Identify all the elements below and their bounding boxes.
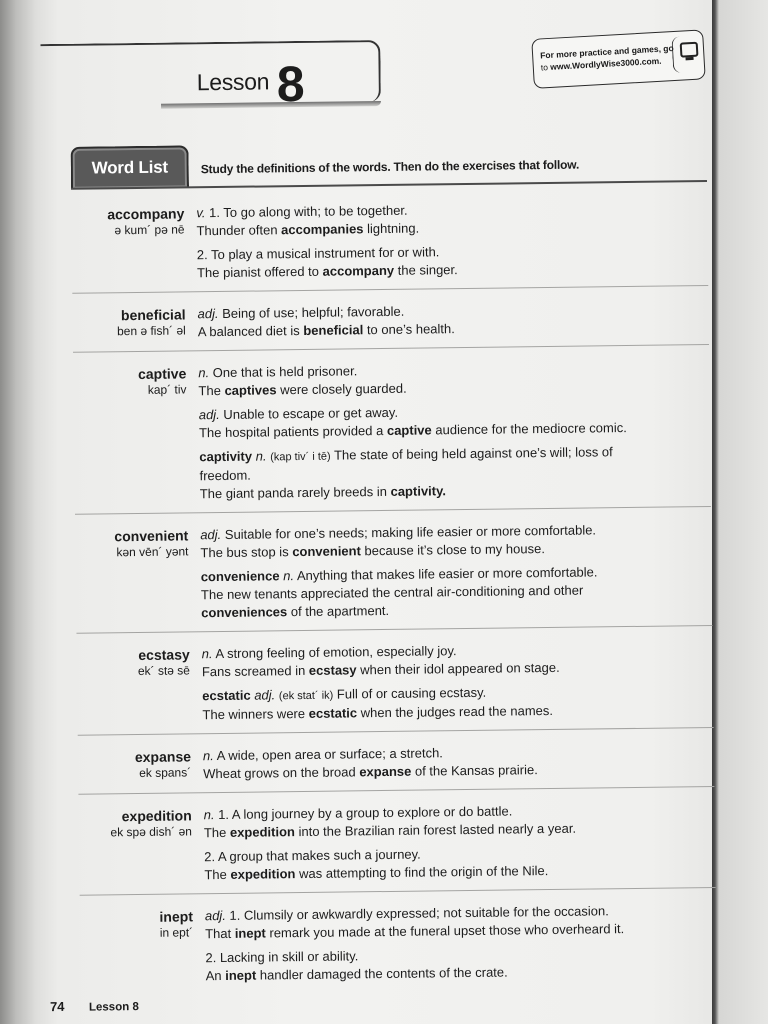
text-segment: That bbox=[205, 925, 235, 942]
definition-line bbox=[196, 219, 457, 240]
definition-group bbox=[200, 521, 597, 562]
part-of-speech: n. bbox=[283, 568, 295, 584]
bold-term: accompany bbox=[322, 262, 395, 279]
pronunciation: ek spans´ bbox=[139, 765, 192, 781]
headword-block bbox=[78, 747, 191, 784]
definition-group bbox=[197, 302, 454, 341]
definition-line bbox=[206, 962, 625, 985]
lesson-header-shadow bbox=[161, 101, 381, 109]
bold-term: convenient bbox=[292, 543, 361, 560]
word-list-tab-label: Word List bbox=[91, 157, 169, 178]
word-entry bbox=[78, 787, 715, 896]
text-segment: The pianist offered to bbox=[196, 263, 323, 281]
definition-group bbox=[205, 902, 625, 943]
text-segment: into the Brazilian rain forest lasted nearly a year. bbox=[294, 820, 577, 840]
text-segment: remark you made at the funeral upset those who overheard it. bbox=[265, 921, 625, 941]
definition-group bbox=[199, 401, 627, 442]
practice-promo-box bbox=[531, 29, 706, 89]
definition-line bbox=[202, 659, 560, 681]
word-entries bbox=[71, 182, 717, 996]
lesson-number: 8 bbox=[276, 55, 305, 113]
part-of-speech: n. bbox=[201, 646, 213, 662]
text-segment: were closely guarded. bbox=[276, 380, 407, 398]
pronunciation: in ept´ bbox=[159, 925, 194, 940]
page-footer bbox=[50, 997, 139, 1016]
text-segment: Unable to escape or get away. bbox=[219, 404, 399, 422]
text-segment: 2. Lacking in skill or ability. bbox=[205, 948, 359, 966]
text-segment: lightning. bbox=[363, 220, 420, 237]
bold-term: conveniences bbox=[201, 604, 288, 621]
bold-term: accompanies bbox=[281, 221, 364, 238]
word-entry bbox=[76, 626, 713, 736]
definition-group bbox=[204, 844, 577, 885]
headword-block bbox=[71, 204, 185, 283]
word-list-instructions: Study the definitions of the words. Then do the exercises that follow. bbox=[200, 157, 580, 177]
definition-group bbox=[205, 944, 625, 985]
text-segment: The bbox=[203, 824, 231, 841]
pronunciation: ek´ stə sē bbox=[137, 663, 191, 679]
footer-lesson-label: Lesson 8 bbox=[88, 1001, 139, 1014]
inline-pronunciation: (kap tiv´ i tē) bbox=[270, 450, 331, 464]
bold-term: expedition bbox=[230, 866, 296, 882]
headword: convenient bbox=[114, 527, 189, 545]
bold-term: captives bbox=[224, 382, 277, 398]
part-of-speech: n. bbox=[198, 365, 210, 381]
bold-term: ecstasy bbox=[308, 662, 357, 678]
headword: expanse bbox=[134, 748, 192, 766]
definitions bbox=[202, 641, 561, 724]
definitions bbox=[203, 743, 538, 783]
definition-group bbox=[199, 443, 627, 503]
headword: ecstasy bbox=[138, 646, 190, 664]
bold-term: inept bbox=[234, 925, 266, 941]
definition-line bbox=[203, 761, 538, 783]
definitions bbox=[204, 802, 577, 885]
part-of-speech: adj. bbox=[204, 907, 226, 924]
page-number: 74 bbox=[49, 998, 65, 1015]
part-of-speech: adj. bbox=[254, 687, 276, 703]
headword: expedition bbox=[121, 807, 192, 825]
bold-term: beneficial bbox=[303, 322, 364, 338]
text-segment: 2. A group that makes such a journey. bbox=[204, 846, 421, 865]
text-segment: Fans screamed in bbox=[201, 662, 309, 680]
text-segment: freedom. bbox=[199, 467, 251, 484]
word-entry bbox=[80, 888, 717, 996]
bold-term: captive bbox=[386, 422, 432, 438]
text-segment: 1. Clumsily or awkwardly expressed; not suitable for the occasion. bbox=[225, 903, 609, 923]
headword: inept bbox=[159, 908, 194, 925]
lesson-label: Lesson bbox=[196, 68, 270, 96]
text-segment: to one’s health. bbox=[363, 321, 455, 338]
definitions bbox=[197, 302, 454, 341]
text-segment: was attempting to find the origin of the Nile. bbox=[295, 863, 549, 882]
bold-term: captivity. bbox=[390, 483, 447, 499]
part-of-speech: n. bbox=[255, 448, 267, 464]
text-segment: Thunder often bbox=[196, 222, 282, 239]
pronunciation: ek spə dish´ ən bbox=[110, 824, 192, 840]
definition-group bbox=[198, 359, 626, 400]
promo-prefix: to bbox=[540, 61, 551, 73]
text-segment: 1. To go along with; to be together. bbox=[205, 202, 408, 221]
definition-line bbox=[204, 862, 576, 885]
text-segment: of the Kansas prairie. bbox=[411, 762, 538, 779]
bold-term: expanse bbox=[359, 763, 412, 780]
text-segment: Wheat grows on the broad bbox=[203, 764, 360, 782]
pronunciation: ə kum´ pə nē bbox=[114, 222, 185, 238]
word-entry bbox=[73, 345, 711, 515]
headword: beneficial bbox=[120, 306, 186, 324]
text-segment: A balanced diet is bbox=[197, 322, 304, 340]
definition-group bbox=[197, 243, 458, 282]
pronunciation: kən vēn´ yənt bbox=[116, 544, 189, 560]
pronunciation: ben ə fish´ əl bbox=[116, 323, 186, 339]
part-of-speech: n. bbox=[202, 748, 214, 764]
text-segment: The winners were bbox=[202, 705, 309, 723]
definition-line bbox=[202, 702, 560, 724]
text-segment: A strong feeling of emotion, especially joy. bbox=[212, 643, 457, 662]
text-segment: One that is held prisoner. bbox=[209, 363, 358, 381]
text-segment: Suitable for one’s needs; making life easier or more comfortable. bbox=[221, 522, 597, 542]
definition-group bbox=[203, 743, 538, 783]
definitions bbox=[198, 359, 627, 503]
text-segment: An bbox=[205, 967, 226, 984]
part-of-speech: v. bbox=[196, 205, 206, 221]
text-segment: of the apartment. bbox=[287, 602, 390, 620]
bold-term: ecstatic bbox=[308, 705, 358, 721]
text-segment: Anything that makes life easier or more comfortable. bbox=[293, 564, 598, 584]
definition-group bbox=[196, 201, 457, 240]
text-segment: The state of being held against one’s will; loss of bbox=[330, 444, 613, 463]
headword-block bbox=[72, 305, 185, 342]
text-segment: Being of use; helpful; favorable. bbox=[218, 303, 405, 322]
text-segment: handler damaged the contents of the crate. bbox=[256, 964, 508, 983]
definition-group bbox=[201, 563, 598, 622]
text-segment: 2. To play a musical instrument for or with. bbox=[196, 244, 440, 263]
lesson-header bbox=[40, 40, 381, 113]
text-segment: The bus stop is bbox=[200, 544, 293, 561]
text-segment: The new tenants appreciated the central air-conditioning and other bbox=[200, 582, 584, 603]
text-segment: The giant panda rarely breeds in bbox=[199, 483, 391, 502]
definition-line bbox=[200, 480, 628, 503]
promo-url: www.WordlyWise3000.com. bbox=[549, 55, 662, 72]
headword-block bbox=[80, 907, 194, 986]
text-segment: the singer. bbox=[394, 262, 458, 278]
word-entry bbox=[75, 507, 712, 634]
definitions bbox=[205, 902, 625, 985]
definition-group bbox=[202, 683, 560, 724]
definitions bbox=[196, 201, 458, 282]
headword-block bbox=[79, 806, 193, 885]
text-segment: when their idol appeared on stage. bbox=[356, 659, 560, 678]
definition-line bbox=[201, 599, 598, 622]
bold-term: inept bbox=[225, 967, 257, 983]
definition-line bbox=[205, 920, 624, 943]
text-segment: Full of or causing ecstasy. bbox=[333, 684, 487, 702]
bold-term: captivity bbox=[199, 448, 253, 465]
definition-line bbox=[199, 419, 627, 442]
bold-term: ecstatic bbox=[202, 687, 251, 704]
part-of-speech: n. bbox=[203, 807, 215, 823]
text-segment: The hospital patients provided a bbox=[198, 422, 388, 441]
text-segment: audience for the mediocre comic. bbox=[431, 420, 627, 438]
word-list-tab bbox=[71, 145, 190, 188]
definition-line bbox=[200, 539, 597, 562]
pronunciation: kap´ tiv bbox=[147, 382, 187, 397]
headword: captive bbox=[137, 365, 187, 382]
headword-block bbox=[73, 364, 188, 504]
headword-block bbox=[77, 645, 191, 725]
word-entry bbox=[71, 182, 708, 294]
part-of-speech: adj. bbox=[200, 526, 222, 543]
definition-line bbox=[198, 320, 455, 341]
definition-line bbox=[198, 377, 626, 400]
word-entry bbox=[72, 286, 709, 353]
text-segment: The bbox=[204, 866, 231, 883]
bold-term: expedition bbox=[229, 824, 296, 840]
definition-group bbox=[204, 802, 577, 843]
bold-term: convenience bbox=[200, 568, 280, 585]
part-of-speech: adj. bbox=[197, 306, 219, 322]
text-segment: when the judges read the names. bbox=[357, 702, 554, 721]
headword: accompany bbox=[107, 205, 185, 223]
inline-pronunciation: (ek stat´ ik) bbox=[278, 689, 334, 703]
computer-monitor-icon bbox=[680, 42, 699, 58]
headword-block bbox=[75, 526, 189, 623]
text-segment: 1. A long journey by a group to explore or do battle. bbox=[214, 803, 513, 823]
text-segment: The bbox=[198, 382, 225, 399]
text-segment: A wide, open area or surface; a stretch. bbox=[213, 745, 443, 764]
definitions bbox=[200, 521, 598, 622]
word-entry bbox=[78, 728, 715, 795]
definition-line bbox=[197, 261, 458, 282]
promo-line-1: For more practice and games, go bbox=[539, 43, 674, 61]
text-segment: because it’s close to my house. bbox=[360, 541, 545, 559]
definition-group bbox=[202, 641, 560, 681]
promo-text bbox=[540, 42, 675, 73]
part-of-speech: adj. bbox=[198, 406, 220, 423]
definition-line bbox=[204, 820, 576, 843]
